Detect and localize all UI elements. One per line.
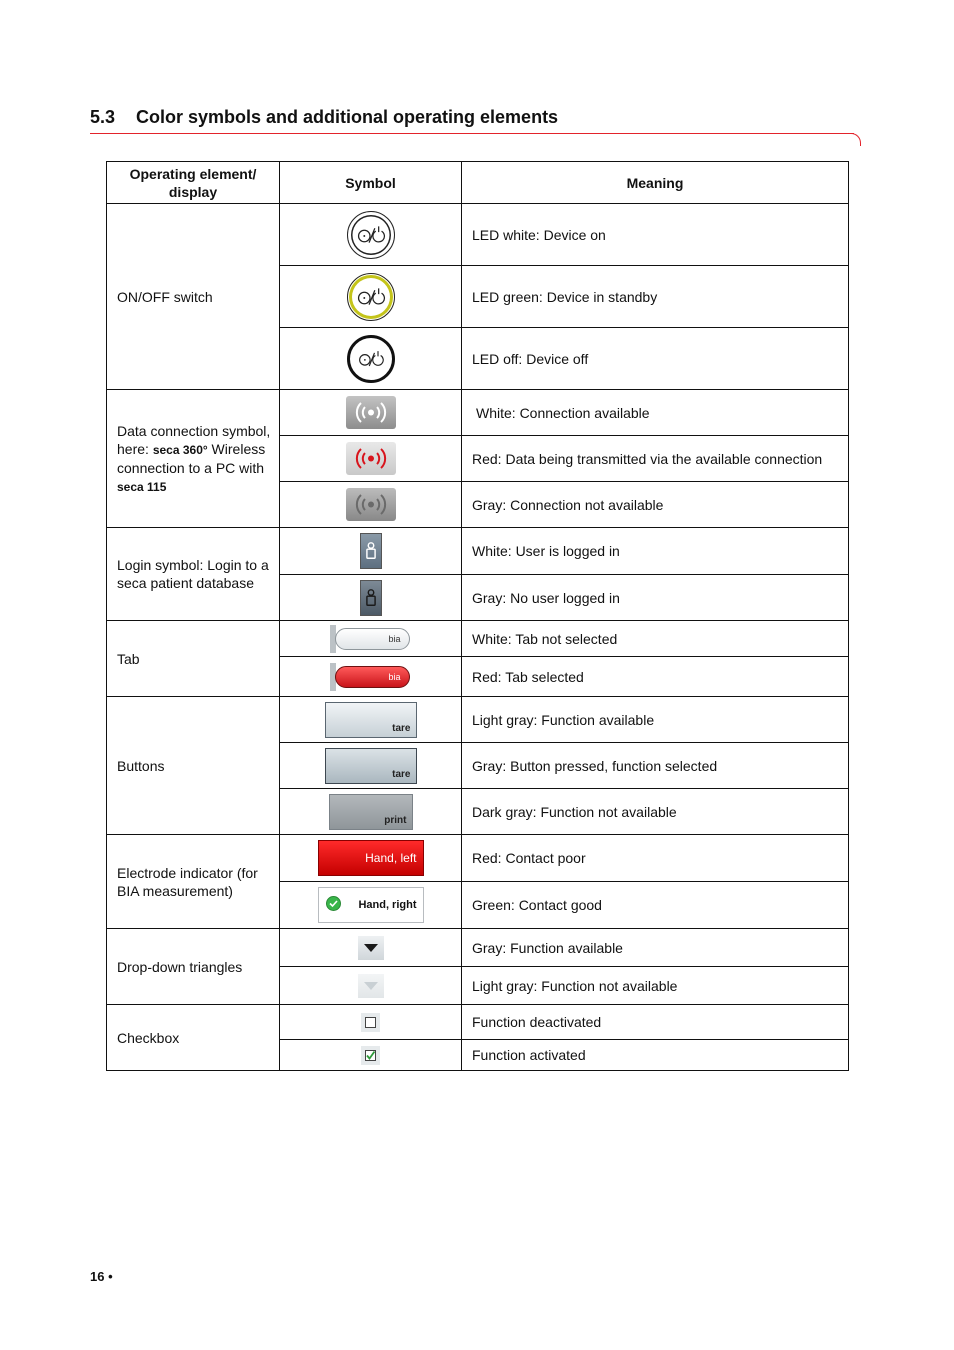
- element-data-connection: [107, 390, 280, 528]
- data-connection-product-seca115: seca 115: [117, 479, 167, 494]
- section-title: Color symbols and additional operating elements: [136, 107, 559, 127]
- meaning-electrode-red: Red: Contact poor: [462, 835, 849, 882]
- button-sample-label: tare: [392, 722, 411, 734]
- meaning-checkbox-on: Function activated: [462, 1040, 849, 1071]
- button-light-gray-sample: [325, 702, 417, 738]
- element-dropdown: Drop-down triangles: [107, 929, 280, 1005]
- header-meaning: Meaning: [462, 162, 849, 204]
- meaning-connection-red: Red: Data being transmitted via the available connection: [462, 436, 849, 482]
- table-row: [107, 1005, 849, 1040]
- table-row: [107, 528, 849, 575]
- electrode-green-sample: [318, 887, 424, 923]
- button-sample-label: print: [384, 814, 407, 826]
- header-element: [107, 162, 280, 204]
- meaning-button-dark-gray: Dark gray: Function not available: [462, 789, 849, 835]
- table-row: [107, 697, 849, 743]
- heading-rule: [90, 133, 854, 134]
- electrode-red-sample: [318, 840, 424, 876]
- table-header-row: [107, 162, 849, 204]
- checkbox-checked-icon: [361, 1046, 380, 1065]
- element-login: Login symbol: Login to a seca patient database: [107, 528, 280, 621]
- checkbox-unchecked-icon: [361, 1013, 380, 1032]
- symbols-table: [106, 161, 849, 1071]
- meaning-button-pressed: Gray: Button pressed, function selected: [462, 743, 849, 789]
- table-row: [107, 204, 849, 266]
- meaning-dropdown-gray: Gray: Function available: [462, 929, 849, 967]
- section-number: 5.3: [90, 107, 116, 127]
- button-pressed-sample: [325, 748, 417, 784]
- element-tab: Tab: [107, 621, 280, 697]
- meaning-connection-white: White: Connection available: [462, 390, 849, 436]
- data-connection-product-seca360: seca 360°: [152, 442, 208, 457]
- meaning-connection-gray: Gray: Connection not available: [462, 482, 849, 528]
- meaning-button-light-gray: Light gray: Function available: [462, 697, 849, 743]
- meaning-tab-white: White: Tab not selected: [462, 621, 849, 657]
- meaning-electrode-green: Green: Contact good: [462, 882, 849, 929]
- meaning-onoff-green: LED green: Device in standby: [462, 266, 849, 328]
- button-dark-gray-sample: [329, 794, 413, 830]
- table-row: [107, 929, 849, 967]
- table-row: [107, 390, 849, 436]
- power-led-green-icon: [347, 273, 395, 321]
- table-row: [107, 835, 849, 882]
- tab-red-sample: [330, 663, 412, 691]
- data-connection-label-prefix: Data connection symbol, here:: [117, 422, 271, 457]
- meaning-tab-red: Red: Tab selected: [462, 657, 849, 697]
- tab-white-sample: [330, 625, 412, 653]
- tab-red-label: bia: [388, 671, 401, 682]
- element-electrode: Electrode indicator (for BIA measurement): [107, 835, 280, 929]
- dropdown-triangle-gray-icon: [358, 936, 384, 960]
- meaning-dropdown-light: Light gray: Function not available: [462, 967, 849, 1005]
- meaning-login-gray: Gray: No user logged in: [462, 575, 849, 621]
- login-white-icon: [360, 533, 382, 569]
- element-checkbox: Checkbox: [107, 1005, 280, 1071]
- electrode-left-label: Hand, left: [365, 851, 417, 865]
- meaning-login-white: White: User is logged in: [462, 528, 849, 575]
- button-sample-label: tare: [392, 768, 411, 780]
- login-gray-icon: [360, 580, 382, 616]
- tab-white-label: bia: [388, 633, 401, 644]
- table-row: [107, 621, 849, 657]
- heading-rule-hook: [850, 133, 861, 146]
- header-element-line2: display: [168, 183, 218, 200]
- section-heading: [90, 107, 558, 128]
- connection-red-icon: [346, 442, 396, 475]
- check-icon: [327, 897, 340, 910]
- meaning-onoff-white: LED white: Device on: [462, 204, 849, 266]
- element-onoff: ON/OFF switch: [107, 204, 280, 390]
- connection-white-icon: [346, 396, 396, 429]
- dropdown-triangle-light-icon: [358, 974, 384, 998]
- meaning-onoff-off: LED off: Device off: [462, 328, 849, 390]
- data-connection-label-mid: Wireless connection to a PC with: [117, 440, 266, 476]
- power-led-white-icon: [347, 211, 395, 259]
- electrode-right-label: Hand, right: [358, 899, 417, 911]
- element-buttons: Buttons: [107, 697, 280, 835]
- page-number: 16 •: [90, 1269, 113, 1284]
- header-element-line1: Operating element/: [129, 165, 257, 182]
- meaning-checkbox-off: Function deactivated: [462, 1005, 849, 1040]
- power-led-off-icon: [347, 335, 395, 383]
- connection-gray-icon: [346, 488, 396, 521]
- header-symbol: Symbol: [280, 162, 462, 204]
